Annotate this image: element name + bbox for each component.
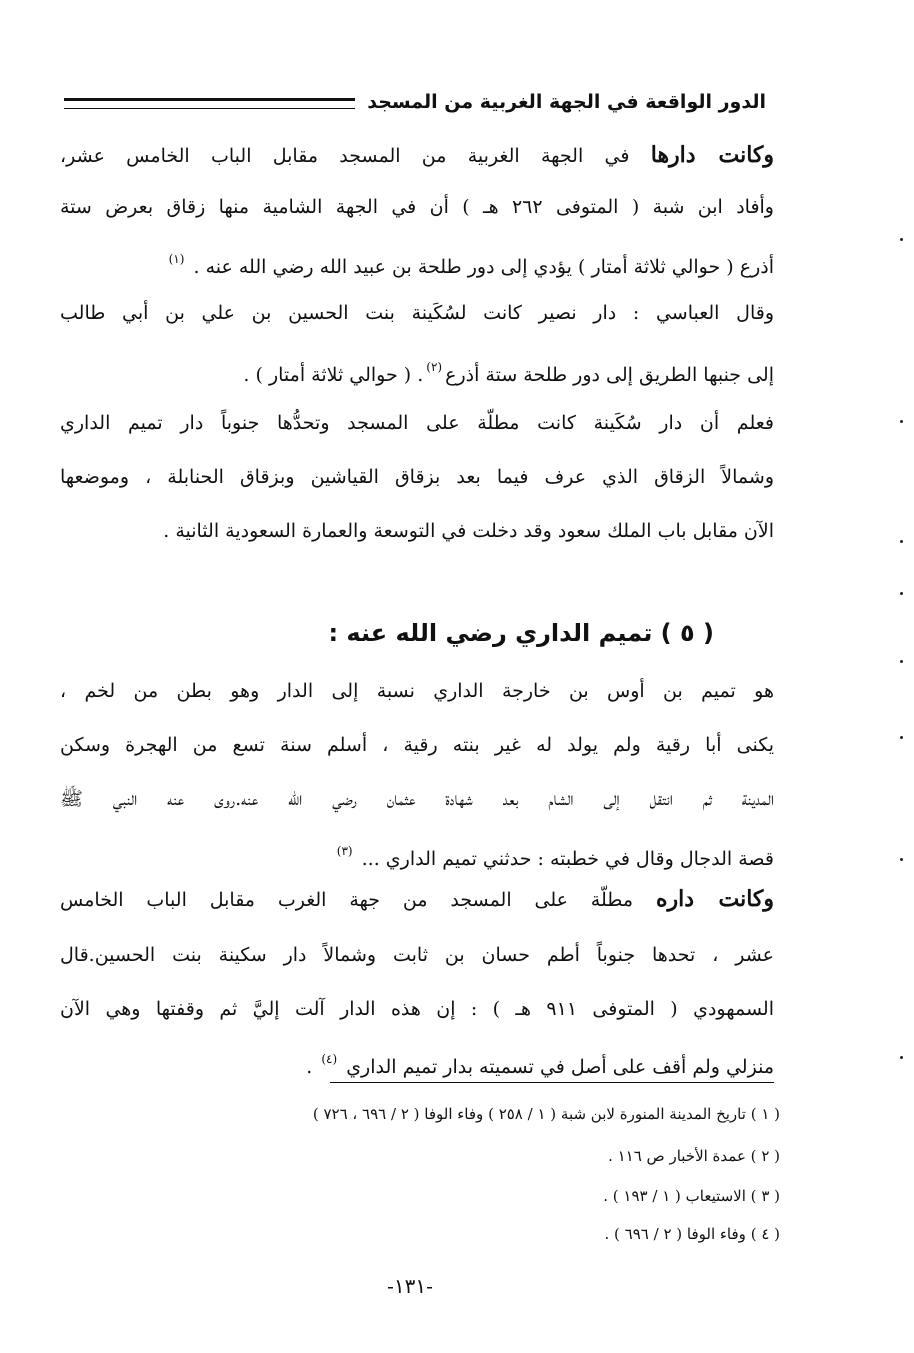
- paragraph-4-line-1: هو تميم بن أوس بن خارجة الداري نسبة إلى الدار وهو بطن من لخم ،: [60, 680, 774, 702]
- margin-speck: [900, 238, 903, 241]
- lead-phrase: وكانت دارها: [650, 142, 775, 168]
- line-text: قصة الدجال وقال في خطبته : حدثني تميم الداري ...: [361, 848, 774, 870]
- margin-speck: [900, 1056, 903, 1059]
- footnote-ref-1: (١): [168, 252, 185, 266]
- margin-speck: [900, 858, 903, 861]
- margin-speck: [900, 592, 903, 595]
- footnote-ref-2: (٢): [426, 360, 443, 374]
- footnote-3: ( ٣ ) الاستيعاب ( ١ / ١٩٣ ) .: [603, 1187, 780, 1205]
- footnote-2: ( ٢ ) عمدة الأخبار ص ١١٦ .: [608, 1147, 780, 1165]
- footnote-1: ( ١ ) تاريخ المدينة المنورة لابن شبة ( ١ / ٢٥٨ ) وفاء الوفا ( ٢ / ٦٩٦ ، ٧٢٦ ): [312, 1105, 780, 1123]
- line-text: مطلّة على المسجد من جهة الغرب مقابل الباب الخامس: [60, 889, 634, 911]
- paragraph-1-line-2: وأفاد ابن شبة ( المتوفى ٢٦٢ هـ ) أن في الجهة الشامية منها زقاق بعرض ستة: [60, 196, 774, 218]
- paragraph-5-line-2: عشر ، تحدها جنوباً أطم حسان بن ثابت وشمالاً دار سكينة بنت الحسين.قال: [60, 944, 774, 966]
- margin-speck: [900, 736, 903, 739]
- line-text: .: [306, 1056, 313, 1078]
- paragraph-3-line-3: الآن مقابل باب الملك سعود وقد دخلت في التوسعة والعمارة السعودية الثانية .: [163, 520, 774, 542]
- paragraph-3-line-1: فعلم أن دار سُكَينة كانت مطلّة على المسجد وتحدُّها جنوباً دار تميم الداري: [60, 412, 774, 434]
- paragraph-4-line-2: يكنى أبا رقية ولم يولد له غير بنته رقية ، أسلم سنة تسع من الهجرة وسكن: [60, 734, 774, 756]
- margin-speck: [900, 660, 903, 663]
- lead-phrase: وكانت داره: [655, 886, 775, 912]
- paragraph-3-line-2: وشمالاً الزقاق الذي عرف فيما بعد بزقاق القياشين وبزقاق الحنابلة ، وموضعها: [60, 466, 774, 488]
- paragraph-4-line-3: المدينة ثم انتقل إلى الشام بعد شهادة عثمان رضي الله عنه.روى عنه النبي ﷺ: [60, 788, 774, 810]
- footnote-ref-3: (٣): [336, 844, 353, 858]
- paragraph-2-line-1: وقال العباسي : دار نصير كانت لسُكَينة بنت الحسين بن علي بن أبي طالب: [60, 302, 774, 324]
- footnotes: [200, 0, 780, 1260]
- margin-speck: [900, 420, 903, 423]
- section-heading: ( ٥ ) تميم الداري رضي الله عنه :: [328, 619, 714, 647]
- header-title: الدور الواقعة في الجهة الغربية من المسجد: [367, 91, 766, 113]
- line-text: إلى جنبها الطريق إلى دور طلحة ستة أذرع: [445, 364, 774, 386]
- footnote-4: ( ٤ ) وفاء الوفا ( ٢ / ٦٩٦ ) .: [604, 1225, 780, 1243]
- line-text: . ( حوالي ثلاثة أمتار ) .: [243, 364, 424, 386]
- line-text: منزلي ولم أقف على أصل في تسميته بدار تميم الداري: [346, 1056, 774, 1078]
- margin-speck: [900, 540, 903, 543]
- line-text: في الجهة الغربية من المسجد مقابل الباب الخامس عشر،: [60, 145, 630, 167]
- footnote-ref-4: (٤): [321, 1052, 338, 1066]
- line-text: أذرع ( حوالي ثلاثة أمتار ) يؤدي إلى دور طلحة بن عبيد الله رضي الله عنه .: [193, 256, 774, 278]
- page-number: -١٣١-: [387, 1274, 433, 1298]
- paragraph-5-line-3: السمهودي ( المتوفى ٩١١ هـ ) : إن هذه الدار آلت إليَّ ثم وقفتها وهي الآن: [60, 998, 774, 1020]
